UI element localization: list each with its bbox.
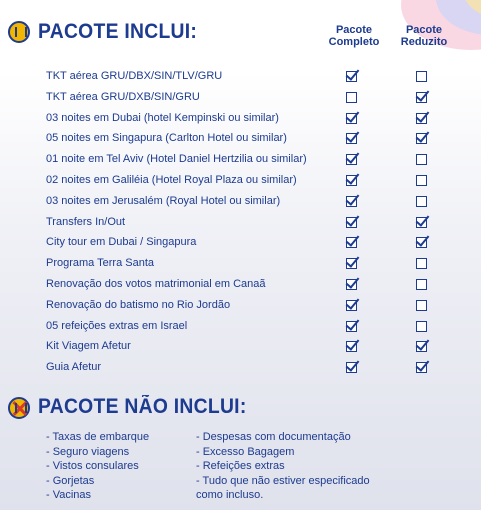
included-item-row (46, 151, 456, 172)
checked-checkbox-icon (346, 321, 357, 332)
checked-checkbox-icon (346, 154, 357, 165)
included-item-label: Transfers In/Out (46, 215, 126, 228)
checked-checkbox-icon (346, 341, 357, 352)
not-included-item: - Gorjetas (46, 474, 95, 487)
included-item-label: 03 noites em Jerusalém (Royal Hotel ou similar) (46, 194, 281, 207)
included-item-row (46, 68, 456, 89)
not-included-item: - Seguro viagens (46, 445, 130, 458)
included-item-row (46, 338, 456, 359)
checked-checkbox-icon (416, 92, 427, 103)
included-item-row (46, 318, 456, 339)
not-included-item: - Excesso Bagagem (196, 445, 295, 458)
not-included-list-right (196, 430, 370, 503)
checked-checkbox-icon (416, 341, 427, 352)
checked-checkbox-icon (346, 113, 357, 124)
checked-checkbox-icon (416, 362, 427, 373)
included-item-label: 05 noites em Singapura (Carlton Hotel ou similar) (46, 132, 287, 145)
column-header-completo-label: Pacote Completo (328, 24, 380, 48)
included-item-label: Renovação do batismo no Rio Jordão (46, 298, 231, 311)
included-item-label: 05 refeições extras em Israel (46, 319, 188, 332)
included-item-label: 01 noite em Tel Aviv (Hotel Daniel Hertzilia ou similar) (46, 153, 307, 166)
checked-checkbox-icon (346, 279, 357, 290)
checked-checkbox-icon (346, 300, 357, 311)
checked-checkbox-icon (416, 133, 427, 144)
include-badge-icon (8, 21, 30, 43)
column-header-reduzido (392, 24, 456, 48)
not-included-list-left (46, 430, 149, 503)
checked-checkbox-icon (346, 258, 357, 269)
checked-checkbox-icon (346, 133, 357, 144)
included-item-label: TKT aérea GRU/DXB/SIN/GRU (46, 90, 200, 103)
included-item-label: Kit Viagem Afetur (46, 340, 131, 353)
not-included-item: - Taxas de embarque (46, 431, 150, 443)
unchecked-checkbox-icon (416, 71, 427, 82)
included-item-row (46, 297, 456, 318)
checked-checkbox-icon (346, 196, 357, 207)
not-included-item: como incluso. (196, 489, 264, 502)
checked-checkbox-icon (346, 362, 357, 373)
column-header-completo (322, 24, 386, 48)
checked-checkbox-icon (346, 175, 357, 186)
included-item-label: Programa Terra Santa (46, 257, 155, 270)
included-item-label: City tour em Dubai / Singapura (46, 236, 197, 249)
unchecked-checkbox-icon (416, 279, 427, 290)
unchecked-checkbox-icon (416, 154, 427, 165)
checked-checkbox-icon (416, 113, 427, 124)
not-included-item: - Refeições extras (196, 460, 285, 473)
unchecked-checkbox-icon (346, 92, 357, 103)
checked-checkbox-icon (416, 237, 427, 248)
included-item-row (46, 172, 456, 193)
included-item-row (46, 359, 456, 380)
unchecked-checkbox-icon (416, 300, 427, 311)
not-included-title: PACOTE NÃO INCLUI: (38, 395, 247, 418)
checked-checkbox-icon (346, 217, 357, 228)
unchecked-checkbox-icon (416, 258, 427, 269)
checked-checkbox-icon (346, 237, 357, 248)
included-item-row (46, 193, 456, 214)
included-item-row (46, 89, 456, 110)
checked-checkbox-icon (346, 71, 357, 82)
included-title: PACOTE INCLUI: (38, 20, 198, 43)
unchecked-checkbox-icon (416, 175, 427, 186)
included-item-row (46, 234, 456, 255)
not-included-item: - Tudo que não estiver especificado (196, 474, 370, 487)
included-item-label: Guia Afetur (46, 361, 102, 374)
included-item-label: Renovação dos votos matrimonial em Canaã (46, 277, 266, 290)
column-header-reduzido-label: Pacote Reduzito (400, 24, 448, 48)
included-item-row (46, 276, 456, 297)
included-item-row (46, 130, 456, 151)
unchecked-checkbox-icon (416, 196, 427, 207)
included-item-label: 02 noites em Galiléia (Hotel Royal Plaza ou similar) (46, 173, 297, 186)
not-included-item: - Vistos consulares (46, 460, 139, 473)
included-items-list (46, 68, 456, 380)
included-item-row (46, 214, 456, 235)
not-included-item: - Despesas com documentação (196, 431, 351, 443)
included-item-label: TKT aérea GRU/DBX/SIN/TLV/GRU (46, 70, 223, 82)
included-item-row (46, 110, 456, 131)
included-item-label: 03 noites em Dubai (hotel Kempinski ou similar) (46, 111, 279, 124)
not-included-item: - Vacinas (46, 489, 92, 502)
included-item-row (46, 255, 456, 276)
checked-checkbox-icon (416, 217, 427, 228)
unchecked-checkbox-icon (416, 321, 427, 332)
not-included-badge-icon (8, 397, 30, 419)
